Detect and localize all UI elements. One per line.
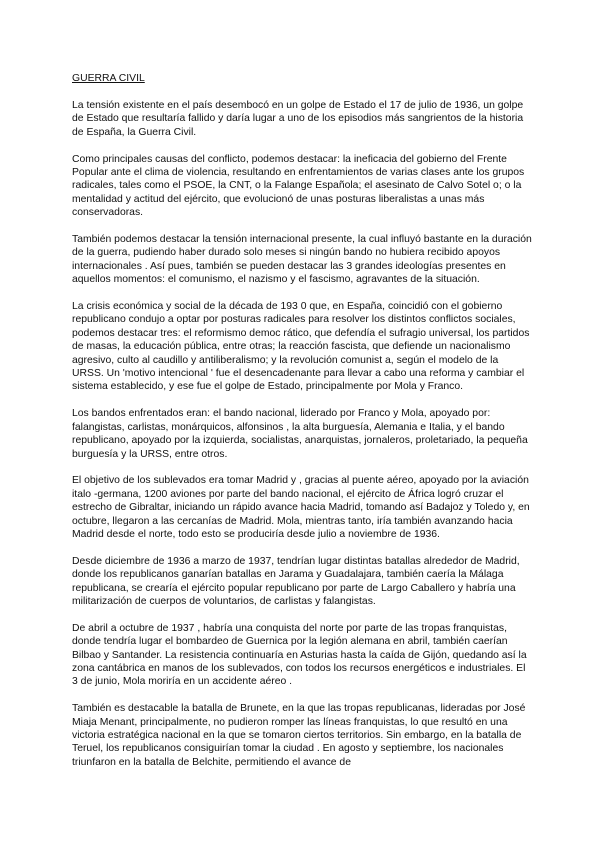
paragraph-causes: Como principales causas del conflicto, podemos destacar: la ineficacia del gobierno del Frente Popular ante el clima de violencia, resultando en enfrentamientos de varias clases ante los grupos radicales, tales como el PSOE, la CNT, o la Falange Española; el asesinato de Calvo Sotel o; o la mentalidad y actitud del ejército, que evolucionó de unas posturas liberalistas a unas más conservadoras. [72,153,525,219]
paragraph-crisis: La crisis económica y social de la década de 193 0 que, en España, coincidió con el gobierno republicano condujo a optar por posturas radicales para resolver los distintos conflictos sociales, podemos destacar tres: el reformismo democ rático, que defendía el sufragio universal, los partidos de masas, la educación pública, entre otras; la reacción fascista, que defiende un nacionalismo agresivo, culto al caudillo y antiliberalismo; y la revolución comunist a, según el modelo de la URSS. Un 'motivo intencional ' fue el desencadenante para llevar a cabo una reforma y cambiar el sistema establecido, y ese fue el golpe de Estado, principalmente por Mola y Franco. [72,301,530,393]
document-page [72,72,532,783]
paragraph-objective: El objetivo de los sublevados era tomar Madrid y , gracias al puente aéreo, apoyado por la aviación italo -germana, 1200 aviones por parte del bando nacional, el ejército de África logró cruzar el estrecho de Gibraltar, iniciando un rápido avance hacia Madrid, tomando así Badajoz y Toledo y, en octubre, llegaron a las cercanías de Madrid. Mola, mientras tanto, iría también avanzando hacia Madrid desde el norte, todo esto se produciría desde julio a noviembre de 1936. [72,475,530,540]
paragraph-brunete: También es destacable la batalla de Brunete, en la que las tropas republicanas, lideradas por José Miaja Menant, principalmente, no pudieron romper las líneas franquistas, lo que resultó en una victoria estratégica nacional en la que se tomaron ciertos territorios. Sin embargo, en la batalla de Teruel, los republicanos consiguirían tomar la ciudad . En agosto y septiembre, los nacionales triunfaron en la batalla de Belchite, permitiendo el avance de [72,703,526,768]
paragraph-madrid-battles: Desde diciembre de 1936 a marzo de 1937, tendrían lugar distintas batallas alrededor de Madrid, donde los republicanos ganarían batallas en Jarama y Guadalajara, también caería la Málaga republicana, se crearía el ejército popular republicano por parte de Largo Caballero y habría una militarización de cuerpos de voluntarios, de carlistas y falangistas. [72,555,520,607]
paragraph-international: También podemos destacar la tensión internacional presente, la cual influyó bastante en la duración de la guerra, pudiendo haber durado solo meses si ningún bando no hubiera recibido apoyos internacionales . Así pues, también se pueden destacar las 3 grandes ideologías presentes en aquellos momentos: el comunismo, el nazismo y el fascismo, agravantes de la situación. [72,234,532,286]
paragraph-intro: La tensión existente en el país desembocó en un golpe de Estado el 17 de julio de 1936, un golpe de Estado que resultaría fallido y daría lugar a uno de los episodios más sangrientos de la historia de España, la Guerra Civil. [72,100,524,138]
paragraph-north-campaign: De abril a octubre de 1937 , habría una conquista del norte por parte de las tropas franquistas, donde tendría lugar el bombardeo de Guernica por la legión alemana en abril, también caerían Bilbao y Santander. La resistencia continuaría en Asturias hasta la caída de Gijón, quedando así la zona cantábrica en manos de los sublevados, con todos los recursos energéticos e industriales. El 3 de junio, Mola moriría en un accidente aéreo . [72,622,527,688]
document-title: GUERRA CIVIL [72,73,145,84]
paragraph-sides: Los bandos enfrentados eran: el bando nacional, liderado por Franco y Mola, apoyado por: falangistas, carlistas, monárquicos, alfonsinos , la alta burguesía, Alemania e Italia, y el bando republicano, apoyado por la izquierda, socialistas, anarquistas, jornaleros, proletariado, la pequeña burguesía y la URSS, entre otros. [72,408,528,460]
